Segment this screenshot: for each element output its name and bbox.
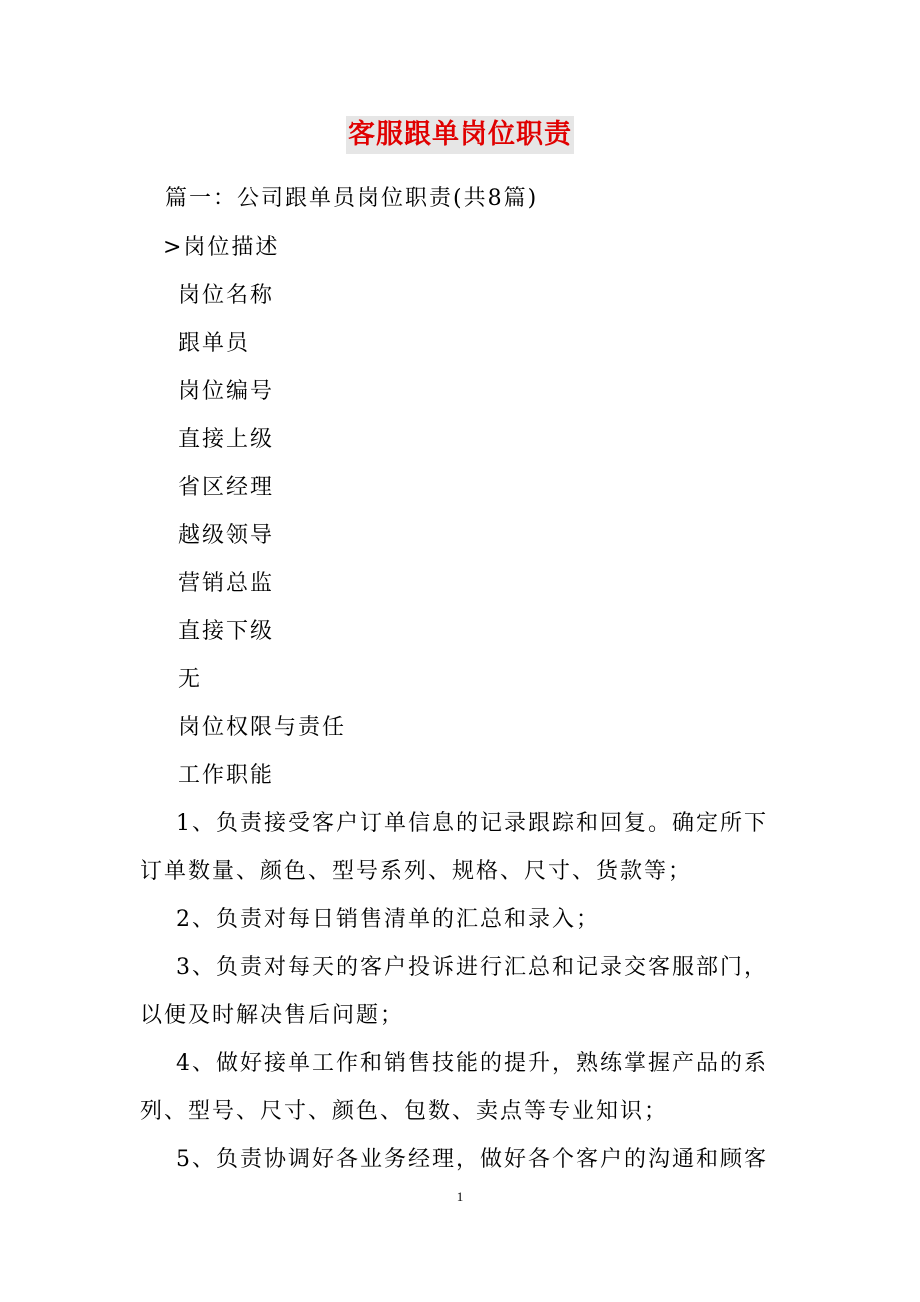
field-line: 营销总监	[178, 571, 275, 596]
paragraph-line: 1、负责接受客户订单信息的记录跟踪和回复。确定所下	[176, 811, 768, 836]
paragraph-line: 订单数量、颜色、型号系列、规格、尺寸、货款等；	[140, 859, 693, 884]
paragraph-line: 列、型号、尺寸、颜色、包数、卖点等专业知识；	[140, 1099, 669, 1124]
field-line: 岗位权限与责任	[178, 715, 347, 740]
field-line: 岗位编号	[178, 379, 275, 404]
document-title: 客服跟单岗位职责	[346, 116, 574, 154]
paragraph-line: 3、负责对每天的客户投诉进行汇总和记录交客服部门，	[176, 955, 768, 980]
field-line: 直接下级	[178, 619, 275, 644]
field-line: 岗位名称	[178, 283, 275, 308]
field-line: 工作职能	[178, 763, 275, 788]
paragraph-line: 以便及时解决售后问题；	[140, 1003, 405, 1028]
field-line: 无	[178, 667, 203, 692]
title-container	[0, 116, 920, 154]
paragraph-line: 2、负责对每日销售清单的汇总和录入；	[176, 907, 600, 932]
paragraph-line: 5、负责协调好各业务经理，做好各个客户的沟通和顾客	[176, 1147, 768, 1172]
page-number: 1	[456, 1189, 464, 1204]
field-line: 直接上级	[178, 427, 275, 452]
field-line: 省区经理	[178, 475, 275, 500]
subtitle: 篇一：公司跟单员岗位职责(共8篇)	[165, 186, 539, 211]
section-header: >岗位描述	[163, 235, 280, 260]
field-line: 越级领导	[178, 523, 275, 548]
field-line: 跟单员	[178, 331, 251, 356]
paragraph-line: 4、做好接单工作和销售技能的提升，熟练掌握产品的系	[176, 1051, 768, 1076]
